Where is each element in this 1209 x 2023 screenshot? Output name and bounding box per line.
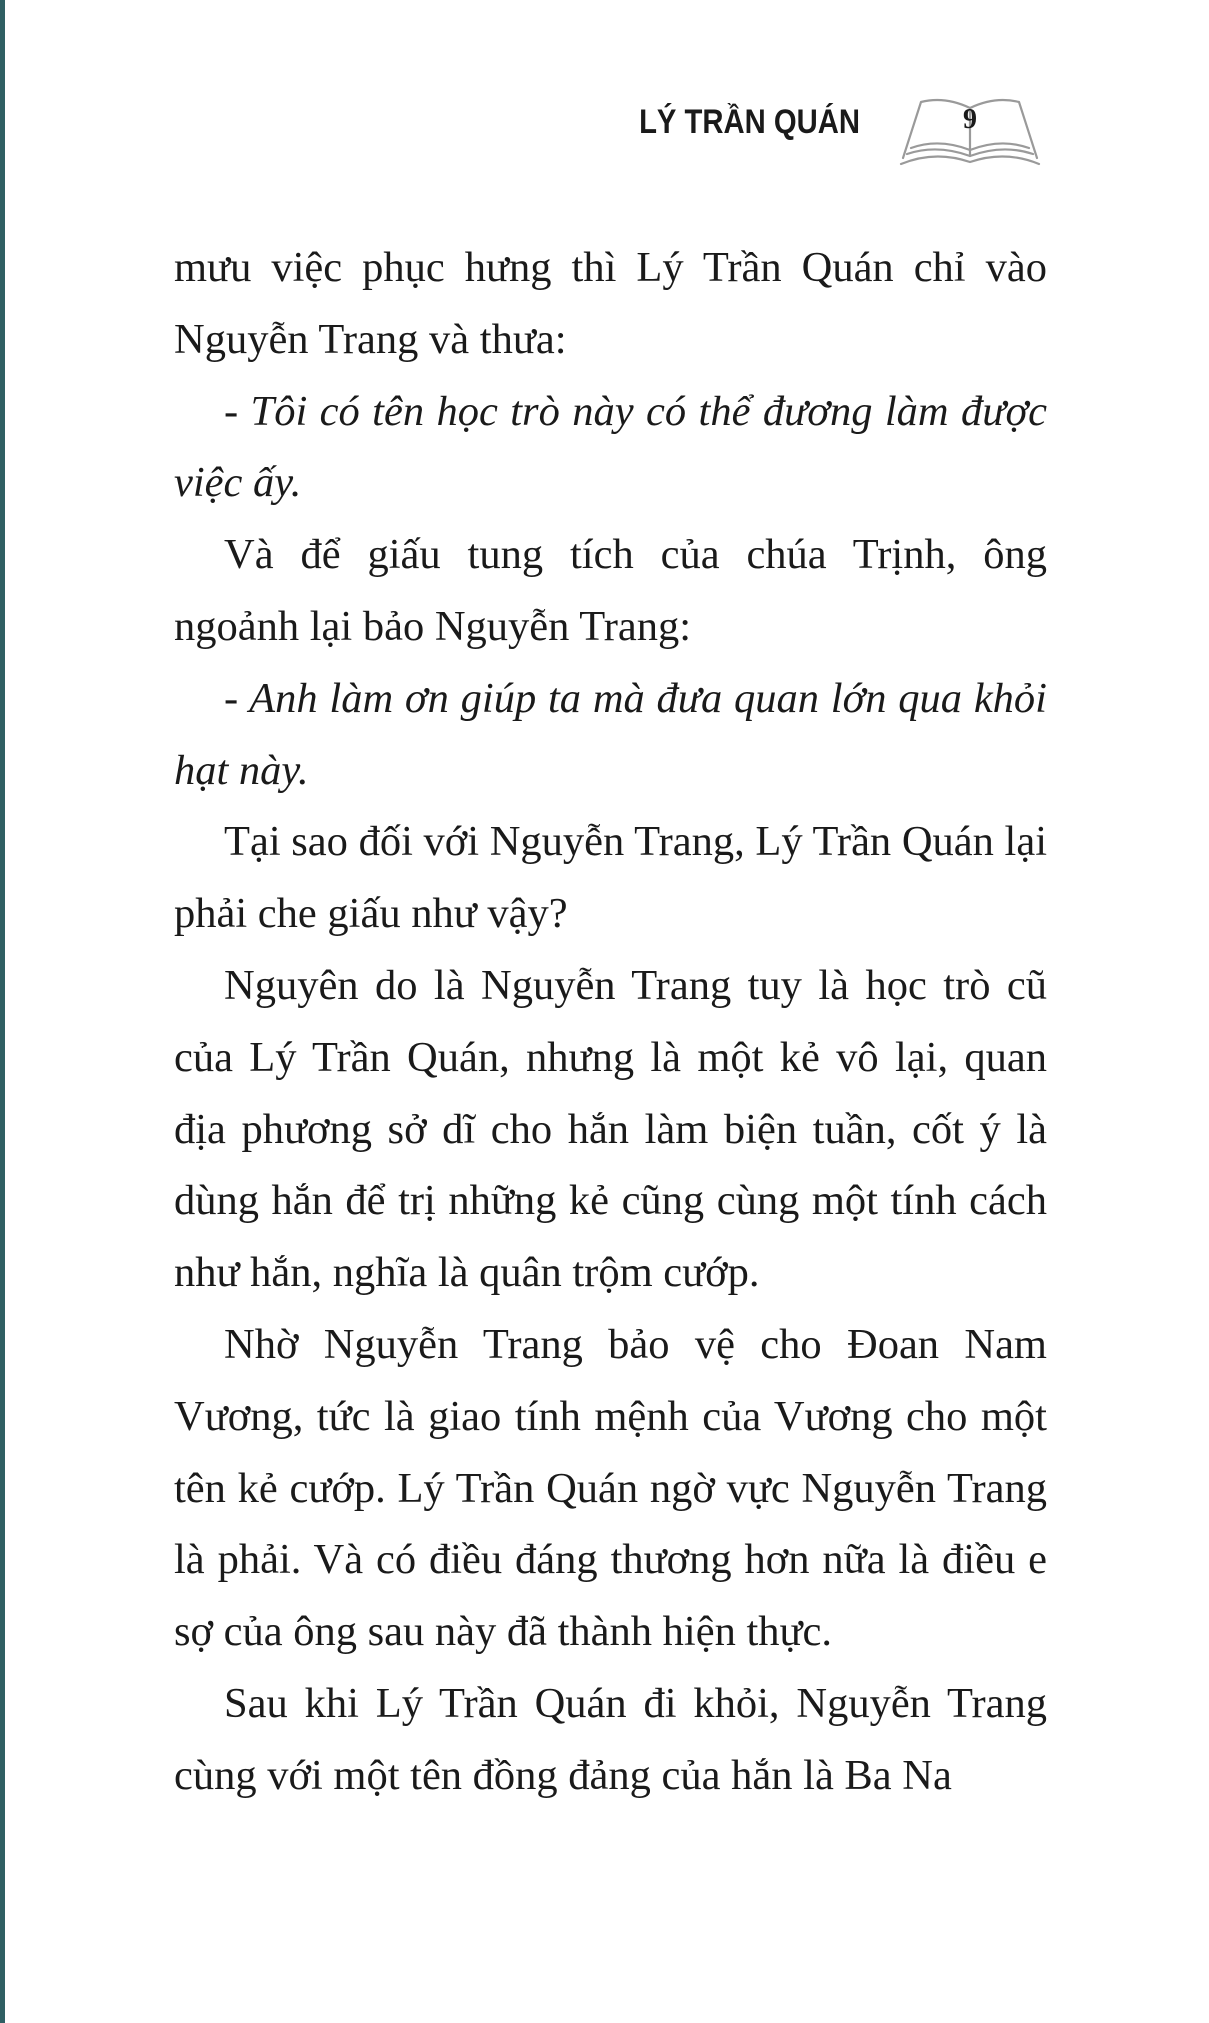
body-text — [174, 232, 1047, 1812]
paragraph: mưu việc phục hưng thì Lý Trần Quán chỉ vào Nguyễn Trang và thưa: — [174, 244, 1047, 363]
paragraph: Nhờ Nguyễn Trang bảo vệ cho Đoan Nam Vương, tức là giao tính mệnh của Vương cho một tên kẻ cướp. Lý Trần Quán ngờ vực Nguyễn Trang là phải. Và có điều đáng thương hơn nữa là điều e sợ của ông sau này đã thành hiện thực. — [174, 1320, 1047, 1656]
paragraph: Sau khi Lý Trần Quán đi khỏi, Nguyễn Trang cùng với một tên đồng đảng của hắn là Ba Na — [174, 1679, 1047, 1799]
paragraph: Và để giấu tung tích của chúa Trịnh, ông ngoảnh lại bảo Nguyễn Trang: — [174, 531, 1047, 650]
page-edge — [0, 0, 5, 2023]
dialogue-paragraph: - Anh làm ơn giúp ta mà đưa quan lớn qua khỏi hạt này. — [174, 674, 1047, 794]
paragraph: Nguyên do là Nguyễn Trang tuy là học trò cũ của Lý Trần Quán, nhưng là một kẻ vô lại, quan địa phương sở dĩ cho hắn làm biện tuần, cốt ý là dùng hắn để trị những kẻ cũng cùng một tính cách như hắn, nghĩa là quân trộm cướp. — [174, 961, 1047, 1297]
dialogue-paragraph: - Tôi có tên học trò này có thể đương làm được việc ấy. — [174, 387, 1047, 507]
paragraph: Tại sao đối với Nguyễn Trang, Lý Trần Quán lại phải che giấu như vậy? — [174, 818, 1047, 938]
page-number: 9 — [963, 104, 977, 135]
running-title: LÝ TRẦN QUÁN — [639, 103, 860, 141]
